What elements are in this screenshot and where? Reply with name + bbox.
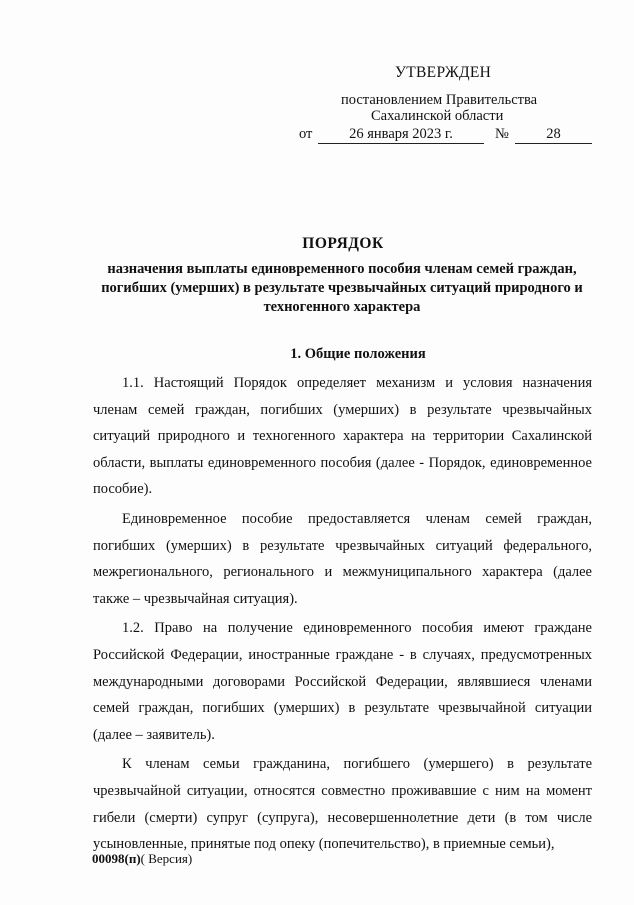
paragraph-1-1: 1.1. Настоящий Порядок определяет механизм и условия назначения членам семей граждан, погибших (умерших) в результате чрезвычайных ситуаций природного и техногенного характера на территории Сахалинской области, выплаты единовременного пособия (далее - Порядок, единовременное пособие). [93, 375, 592, 498]
approval-date: 26 января 2023 г. [318, 126, 484, 144]
approval-title: УТВЕРЖДЕН [395, 64, 492, 81]
approval-line-2: Сахалинской области [371, 108, 504, 124]
from-label: от [299, 126, 313, 142]
footer-version: ( Версия) [140, 851, 193, 866]
paragraph-family-members: К членам семьи гражданина, погибшего (умершего) в результате чрезвычайной ситуации, относятся совместно проживавшие с ним на момент гибели (смерти) супруг (супруга), несовершеннолетние дети (в том числе усыновленные, принятые под опеку (попечительство), в приемные семьи), [93, 756, 592, 853]
document-subtitle: назначения выплаты единовременного пособия членам семей граждан, погибших (умерших) в результате чрезвычайных ситуаций природного и техногенного характера [101, 261, 583, 315]
paragraph-1-2: 1.2. Право на получение единовременного пособия имеют граждане Российской Федерации, иностранные граждане - в случаях, предусмотренных международными договорами Российской Федерации, являвшиеся членами семей граждан, погибших (умерших) в результате чрезвычайной ситуации (далее – заявитель). [93, 620, 592, 743]
number-label: № [495, 126, 509, 142]
document-title: ПОРЯДОК [302, 235, 384, 252]
section-body [93, 370, 592, 858]
approval-line-1: постановлением Правительства [341, 92, 538, 108]
paragraph-1-1-continued: Единовременное пособие предоставляется членам семей граждан, погибших (умерших) в результате чрезвычайных ситуаций федерального, межрегионального, регионального и межмуниципального характера (далее также – чрезвычайная ситуация). [93, 510, 592, 607]
section-heading: 1. Общие положения [290, 346, 426, 362]
approval-number: 28 [515, 126, 592, 144]
approval-date-number-row [299, 126, 599, 146]
footer-document-code [92, 851, 192, 867]
footer-code: 00098(п) [92, 851, 141, 866]
